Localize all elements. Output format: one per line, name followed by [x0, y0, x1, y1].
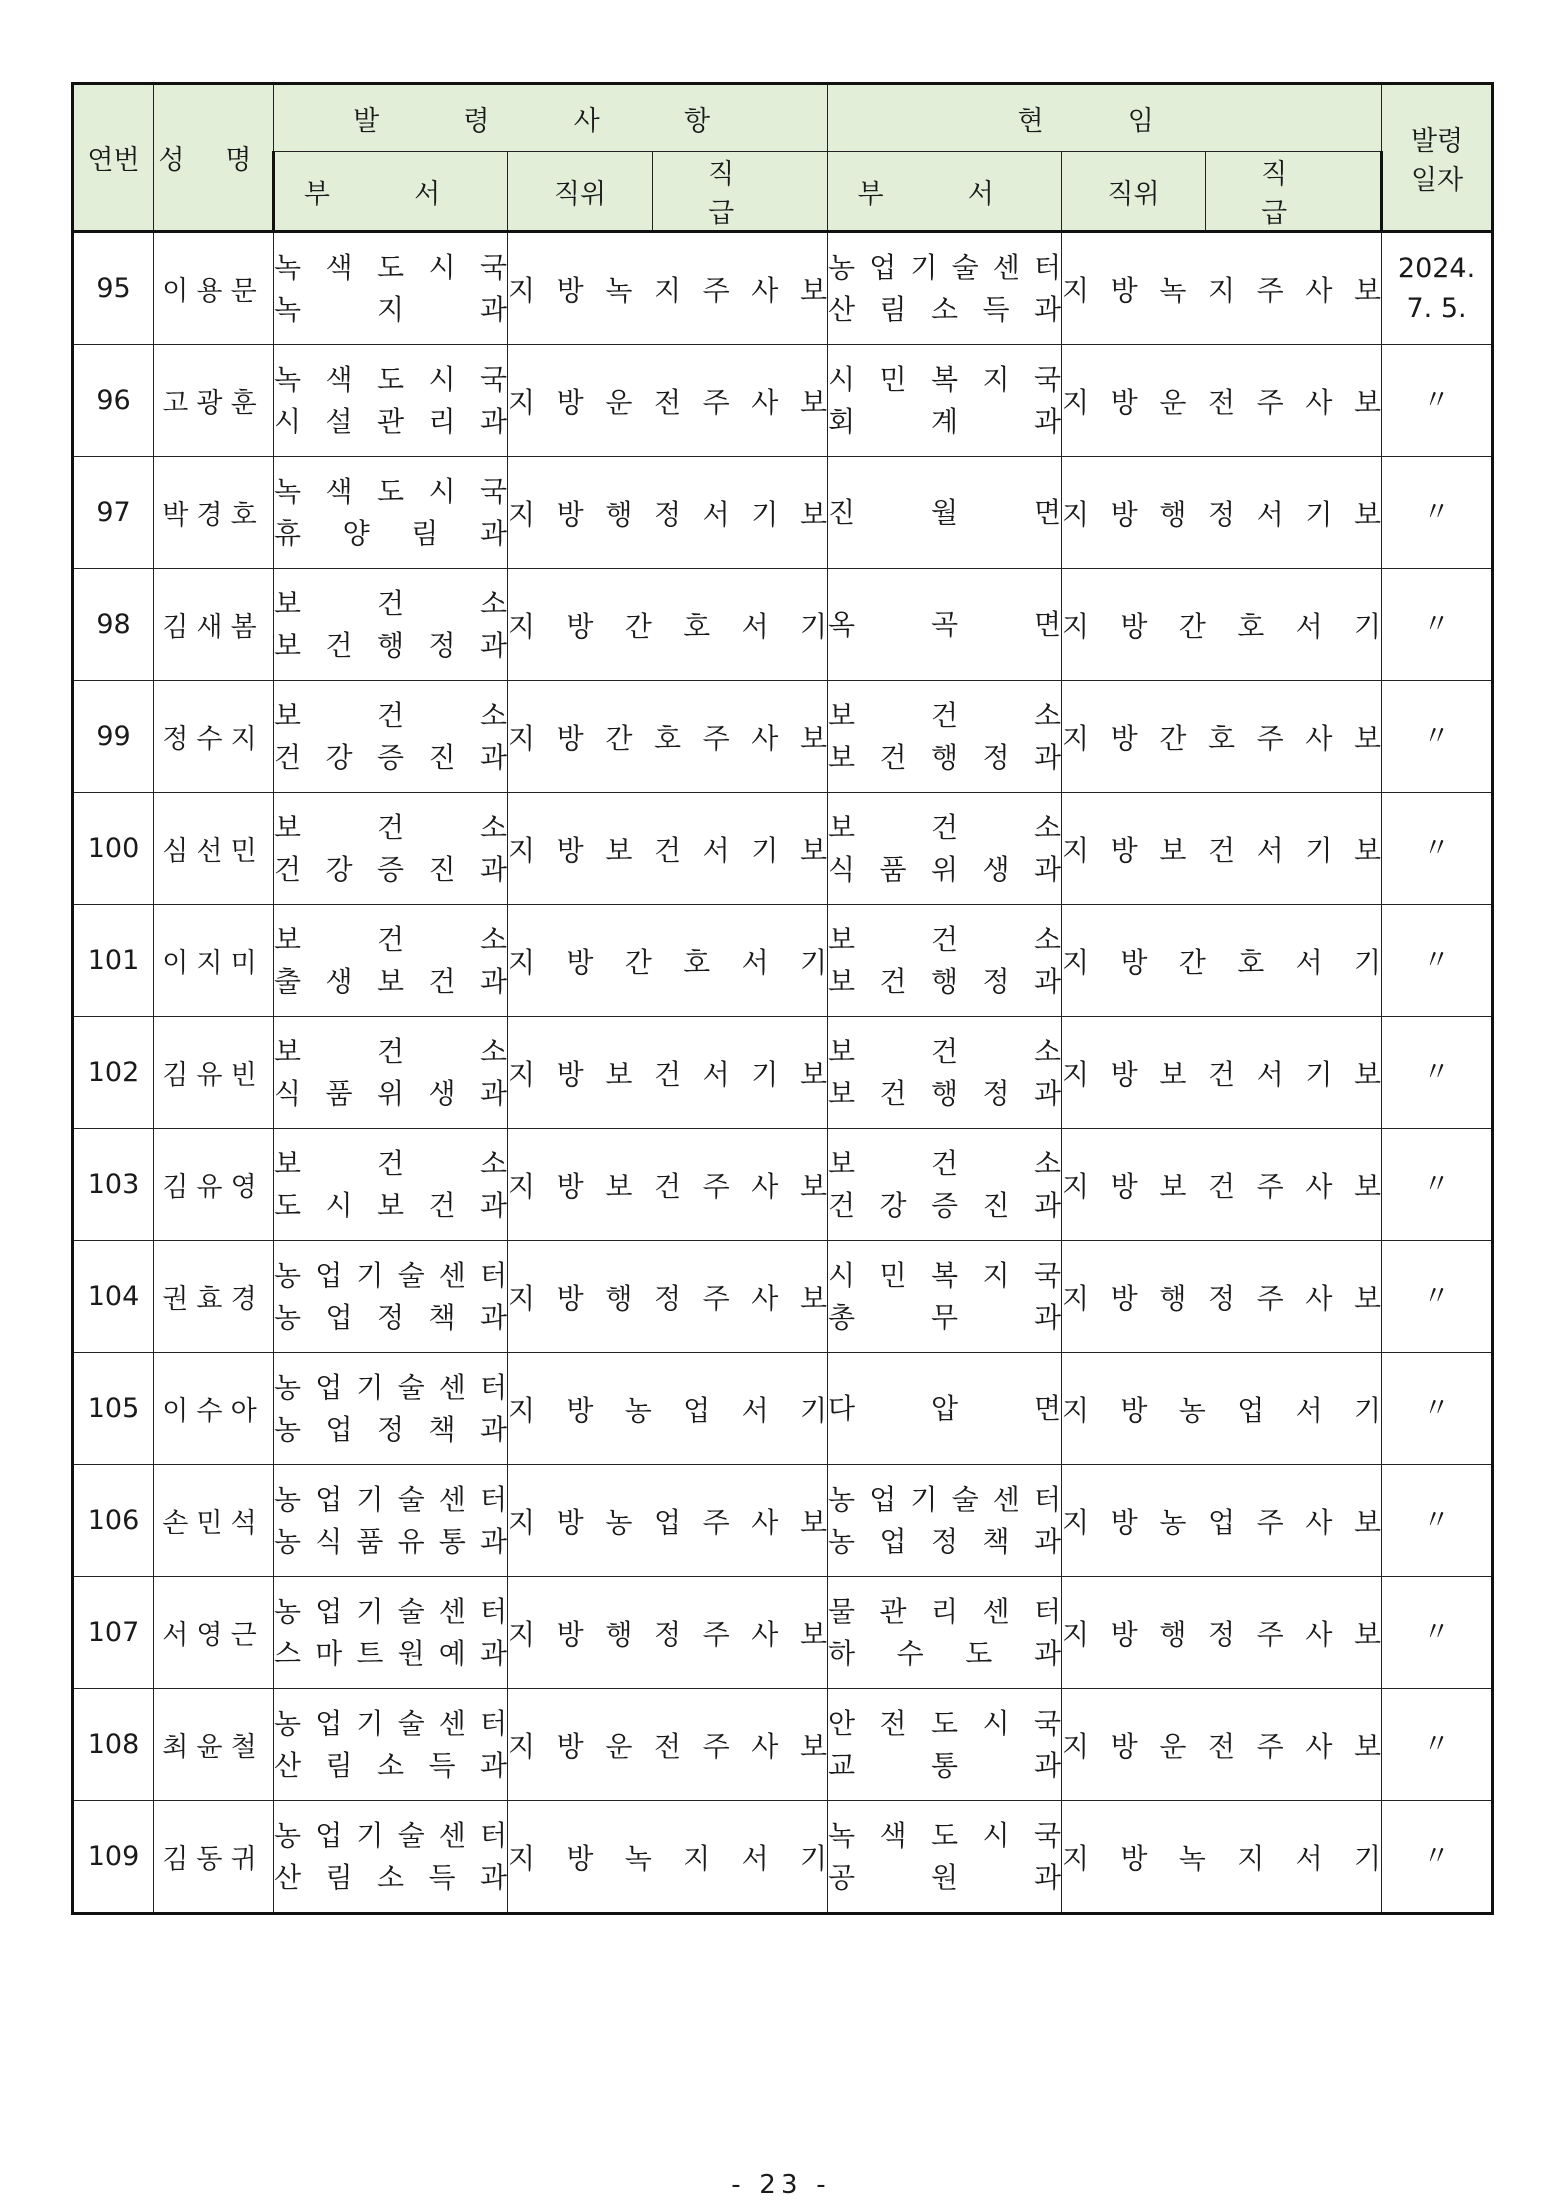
- cur-grade-cell: [1062, 1129, 1382, 1241]
- new-grade-cell: [508, 1241, 828, 1353]
- cur-dept-cell: [828, 569, 1062, 681]
- table-row: [73, 793, 1493, 905]
- new-dept-cell-line: 농 업 기 술 센 터: [274, 1258, 507, 1292]
- date-line: 2024.: [1397, 252, 1476, 284]
- new-grade-cell-text: 지 방 행 정 서 기 보: [508, 497, 828, 531]
- date-cell: [1382, 681, 1493, 793]
- cur-grade-cell: [1062, 681, 1382, 793]
- new-dept-cell: [274, 1241, 508, 1353]
- new-grade-cell: [508, 1801, 828, 1914]
- new-dept-cell-line: 농 업 기 술 센 터: [274, 1370, 507, 1404]
- date-cell: [1382, 793, 1493, 905]
- new-dept-cell-line: 녹 색 도 시 국: [274, 362, 507, 396]
- cur-dept-cell-line: 녹 색 도 시 국: [828, 1818, 1062, 1852]
- new-dept-cell-line: 보 건 소: [274, 1146, 507, 1180]
- cur-grade-cell-text: 지 방 운 전 주 사 보: [1062, 1729, 1382, 1763]
- new-dept-cell-line: 농 식 품 유 통 과: [274, 1524, 507, 1558]
- date-line: 〃: [1423, 1168, 1451, 1200]
- date-line: 〃: [1423, 1504, 1451, 1536]
- cur-grade-cell: [1062, 457, 1382, 569]
- header-cur-dept: 부 서: [828, 152, 1062, 232]
- new-grade-cell: [508, 232, 828, 345]
- cur-grade-cell-text: 지 방 행 정 주 사 보: [1062, 1617, 1382, 1651]
- new-grade-cell: [508, 569, 828, 681]
- new-dept-cell-line: 건 강 증 진 과: [274, 740, 507, 774]
- new-grade-cell: [508, 1689, 828, 1801]
- header-row-sub: [73, 152, 1493, 232]
- table-row: [73, 1689, 1493, 1801]
- seq-cell: 98: [73, 569, 154, 681]
- header-seq: 연번: [73, 84, 154, 232]
- new-grade-cell: [508, 457, 828, 569]
- new-dept-cell-line: 농 업 기 술 센 터: [274, 1594, 507, 1628]
- new-grade-cell-text: 지 방 녹 지 주 사 보: [508, 273, 828, 307]
- seq-cell: 97: [73, 457, 154, 569]
- seq-cell: 105: [73, 1353, 154, 1465]
- new-dept-cell-line: 건 강 증 진 과: [274, 852, 507, 886]
- cur-grade-cell-text: 지 방 운 전 주 사 보: [1062, 385, 1382, 419]
- cur-grade-cell-text: 지 방 녹 지 주 사 보: [1062, 273, 1382, 307]
- header-new-dept: 부 서: [274, 152, 508, 232]
- cur-dept-cell: [828, 1577, 1062, 1689]
- new-grade-cell-text: 지 방 보 건 서 기 보: [508, 833, 828, 867]
- new-dept-cell-line: 보 건 소: [274, 922, 507, 956]
- new-dept-cell: [274, 793, 508, 905]
- cur-grade-cell-text: 지 방 보 건 주 사 보: [1062, 1169, 1382, 1203]
- date-line: 〃: [1423, 608, 1451, 640]
- cur-dept-cell-line: 총 무 과: [828, 1300, 1062, 1334]
- name-cell: 고광훈: [154, 345, 274, 457]
- table-row: [73, 681, 1493, 793]
- name-cell: 심선민: [154, 793, 274, 905]
- table-row: [73, 1241, 1493, 1353]
- new-dept-cell-line: 식 품 위 생 과: [274, 1076, 507, 1110]
- name-cell: 정수지: [154, 681, 274, 793]
- table-row: [73, 1353, 1493, 1465]
- date-line: 〃: [1423, 944, 1451, 976]
- new-dept-cell-line: 산 림 소 득 과: [274, 1860, 507, 1894]
- cur-dept-cell-line: 건 강 증 진 과: [828, 1188, 1062, 1222]
- new-dept-cell: [274, 1801, 508, 1914]
- cur-grade-cell-text: 지 방 간 호 서 기: [1062, 609, 1382, 643]
- cur-dept-cell-line: 안 전 도 시 국: [828, 1706, 1062, 1740]
- name-cell: 손민석: [154, 1465, 274, 1577]
- new-grade-cell: [508, 1017, 828, 1129]
- cur-dept-cell-line: 농 업 기 술 센 터: [828, 1482, 1062, 1516]
- seq-cell: 102: [73, 1017, 154, 1129]
- cur-grade-cell: [1062, 232, 1382, 345]
- header-name: 성 명: [154, 84, 274, 232]
- date-line: 〃: [1423, 384, 1451, 416]
- table-row: [73, 569, 1493, 681]
- cur-dept-cell-line: 보 건 행 정 과: [828, 740, 1062, 774]
- new-grade-cell-text: 지 방 농 업 주 사 보: [508, 1505, 828, 1539]
- cur-grade-cell: [1062, 1241, 1382, 1353]
- cur-dept-cell: [828, 681, 1062, 793]
- cur-grade-cell: [1062, 1353, 1382, 1465]
- date-line: 〃: [1423, 1840, 1451, 1872]
- cur-grade-cell-text: 지 방 농 업 주 사 보: [1062, 1505, 1382, 1539]
- new-grade-cell: [508, 793, 828, 905]
- date-cell: [1382, 1577, 1493, 1689]
- cur-dept-cell-line: 물 관 리 센 터: [828, 1594, 1062, 1628]
- date-cell: [1382, 905, 1493, 1017]
- date-line: 7. 5.: [1406, 292, 1467, 324]
- seq-cell: 95: [73, 232, 154, 345]
- new-dept-cell: [274, 1465, 508, 1577]
- cur-dept-cell-line: 보 건 소: [828, 922, 1062, 956]
- table-body: [73, 232, 1493, 1914]
- cur-dept-cell: [828, 1801, 1062, 1914]
- new-grade-cell-text: 지 방 간 호 주 사 보: [508, 721, 828, 755]
- cur-dept-cell: [828, 1129, 1062, 1241]
- date-cell: [1382, 1465, 1493, 1577]
- new-dept-cell: [274, 905, 508, 1017]
- new-grade-cell-text: 지 방 농 업 서 기: [508, 1393, 828, 1427]
- name-cell: 서영근: [154, 1577, 274, 1689]
- new-dept-cell: [274, 232, 508, 345]
- new-dept-cell: [274, 1577, 508, 1689]
- table-row: [73, 1465, 1493, 1577]
- cur-dept-cell-line: 보 건 소: [828, 1146, 1062, 1180]
- name-cell: 권효경: [154, 1241, 274, 1353]
- new-dept-cell-line: 보 건 소: [274, 1034, 507, 1068]
- new-dept-cell-line: 농 업 정 책 과: [274, 1300, 507, 1334]
- date-cell: [1382, 1801, 1493, 1914]
- date-cell: [1382, 1241, 1493, 1353]
- name-cell: 이지미: [154, 905, 274, 1017]
- cur-dept-cell: [828, 457, 1062, 569]
- table-row: [73, 1801, 1493, 1914]
- cur-grade-cell: [1062, 1689, 1382, 1801]
- header-date: [1382, 84, 1493, 232]
- cur-dept-cell-line: 하 수 도 과: [828, 1636, 1062, 1670]
- new-grade-cell: [508, 1465, 828, 1577]
- cur-dept-cell: [828, 1465, 1062, 1577]
- new-dept-cell-line: 시 설 관 리 과: [274, 404, 507, 438]
- name-cell: 김새봄: [154, 569, 274, 681]
- cur-dept-cell-line: 농 업 정 책 과: [828, 1524, 1062, 1558]
- date-cell: [1382, 345, 1493, 457]
- cur-dept-cell-line: 보 건 소: [828, 810, 1062, 844]
- new-grade-cell-text: 지 방 행 정 주 사 보: [508, 1617, 828, 1651]
- new-dept-cell: [274, 1017, 508, 1129]
- date-line: 〃: [1423, 1280, 1451, 1312]
- date-cell: [1382, 1353, 1493, 1465]
- new-grade-cell: [508, 1129, 828, 1241]
- cur-grade-cell-text: 지 방 녹 지 서 기: [1062, 1841, 1382, 1875]
- seq-cell: 107: [73, 1577, 154, 1689]
- date-line: 〃: [1423, 1616, 1451, 1648]
- new-dept-cell-line: 농 업 기 술 센 터: [274, 1482, 507, 1516]
- cur-grade-cell: [1062, 345, 1382, 457]
- cur-grade-cell: [1062, 905, 1382, 1017]
- date-cell: [1382, 457, 1493, 569]
- cur-grade-cell: [1062, 569, 1382, 681]
- date-cell: [1382, 1689, 1493, 1801]
- table-row: [73, 1017, 1493, 1129]
- name-cell: 김유빈: [154, 1017, 274, 1129]
- cur-dept-cell-line: 다 압 면: [828, 1391, 1062, 1425]
- table-row: [73, 1577, 1493, 1689]
- cur-dept-cell: [828, 1017, 1062, 1129]
- cur-dept-cell: [828, 232, 1062, 345]
- new-dept-cell-line: 녹 색 도 시 국: [274, 474, 507, 508]
- date-line: 〃: [1423, 1056, 1451, 1088]
- new-dept-cell: [274, 681, 508, 793]
- new-dept-cell-line: 도 시 보 건 과: [274, 1188, 507, 1222]
- table-row: [73, 905, 1493, 1017]
- new-dept-cell: [274, 1129, 508, 1241]
- seq-cell: 96: [73, 345, 154, 457]
- cur-grade-cell: [1062, 1577, 1382, 1689]
- cur-dept-cell: [828, 1689, 1062, 1801]
- cur-dept-cell-line: 공 원 과: [828, 1860, 1062, 1894]
- seq-cell: 109: [73, 1801, 154, 1914]
- name-cell: 김동귀: [154, 1801, 274, 1914]
- date-cell: [1382, 1017, 1493, 1129]
- new-grade-cell: [508, 681, 828, 793]
- header-date-line-1: 발령: [1410, 125, 1464, 157]
- new-dept-cell-line: 산 림 소 득 과: [274, 1748, 507, 1782]
- new-dept-cell-line: 녹 지 과: [274, 292, 507, 326]
- new-dept-cell-line: 스 마 트 원 예 과: [274, 1636, 507, 1670]
- new-grade-cell: [508, 1353, 828, 1465]
- new-dept-cell-line: 보 건 소: [274, 810, 507, 844]
- new-grade-cell-text: 지 방 운 전 주 사 보: [508, 385, 828, 419]
- seq-cell: 99: [73, 681, 154, 793]
- header-current: 현 임: [828, 84, 1382, 152]
- table-row: [73, 345, 1493, 457]
- new-dept-cell-line: 농 업 기 술 센 터: [274, 1706, 507, 1740]
- cur-dept-cell: [828, 345, 1062, 457]
- seq-cell: 103: [73, 1129, 154, 1241]
- seq-cell: 100: [73, 793, 154, 905]
- date-cell: [1382, 232, 1493, 345]
- cur-dept-cell: [828, 793, 1062, 905]
- new-dept-cell-line: 보 건 소: [274, 698, 507, 732]
- header-cur-position: 직위: [1062, 152, 1206, 232]
- new-dept-cell-line: 녹 색 도 시 국: [274, 250, 507, 284]
- name-cell: 박경호: [154, 457, 274, 569]
- new-grade-cell-text: 지 방 행 정 주 사 보: [508, 1281, 828, 1315]
- cur-grade-cell: [1062, 1801, 1382, 1914]
- new-dept-cell: [274, 569, 508, 681]
- seq-cell: 101: [73, 905, 154, 1017]
- new-grade-cell: [508, 1577, 828, 1689]
- cur-dept-cell-line: 보 건 행 정 과: [828, 1076, 1062, 1110]
- cur-dept-cell: [828, 905, 1062, 1017]
- date-cell: [1382, 1129, 1493, 1241]
- cur-grade-cell-text: 지 방 행 정 주 사 보: [1062, 1281, 1382, 1315]
- cur-dept-cell-line: 보 건 소: [828, 1034, 1062, 1068]
- cur-dept-cell-line: 식 품 위 생 과: [828, 852, 1062, 886]
- cur-dept-cell-line: 옥 곡 면: [828, 607, 1062, 641]
- table-row: [73, 457, 1493, 569]
- name-cell: 최윤철: [154, 1689, 274, 1801]
- new-dept-cell-line: 농 업 정 책 과: [274, 1412, 507, 1446]
- date-line: 〃: [1423, 720, 1451, 752]
- new-grade-cell-text: 지 방 보 건 서 기 보: [508, 1057, 828, 1091]
- cur-dept-cell: [828, 1241, 1062, 1353]
- new-dept-cell: [274, 345, 508, 457]
- table-row: [73, 232, 1493, 345]
- cur-grade-cell-text: 지 방 간 호 서 기: [1062, 945, 1382, 979]
- new-dept-cell-line: 보 건 행 정 과: [274, 628, 507, 662]
- cur-dept-cell-line: 회 계 과: [828, 404, 1062, 438]
- seq-cell: 106: [73, 1465, 154, 1577]
- date-line: 〃: [1423, 496, 1451, 528]
- cur-grade-cell: [1062, 1017, 1382, 1129]
- cur-dept-cell-line: 보 건 행 정 과: [828, 964, 1062, 998]
- personnel-appointment-table: [71, 82, 1494, 1915]
- seq-cell: 108: [73, 1689, 154, 1801]
- cur-grade-cell-text: 지 방 간 호 주 사 보: [1062, 721, 1382, 755]
- new-dept-cell: [274, 457, 508, 569]
- cur-dept-cell-line: 시 민 복 지 국: [828, 362, 1062, 396]
- new-dept-cell-line: 농 업 기 술 센 터: [274, 1818, 507, 1852]
- page-number: - 23 -: [731, 2170, 831, 2200]
- cur-dept-cell-line: 시 민 복 지 국: [828, 1258, 1062, 1292]
- date-line: 〃: [1423, 832, 1451, 864]
- cur-grade-cell: [1062, 793, 1382, 905]
- new-dept-cell-line: 출 생 보 건 과: [274, 964, 507, 998]
- cur-grade-cell-text: 지 방 보 건 서 기 보: [1062, 833, 1382, 867]
- date-line: 〃: [1423, 1392, 1451, 1424]
- seq-cell: 104: [73, 1241, 154, 1353]
- new-dept-cell-line: 휴 양 림 과: [274, 516, 507, 550]
- header-cur-grade: 직 급: [1206, 152, 1382, 232]
- date-cell: [1382, 569, 1493, 681]
- new-grade-cell-text: 지 방 간 호 서 기: [508, 945, 828, 979]
- header-row-main: [73, 84, 1493, 152]
- new-grade-cell: [508, 345, 828, 457]
- cur-dept-cell-line: 산 림 소 득 과: [828, 292, 1062, 326]
- header-new-grade: 직 급: [653, 152, 828, 232]
- new-grade-cell-text: 지 방 운 전 주 사 보: [508, 1729, 828, 1763]
- cur-grade-cell-text: 지 방 행 정 서 기 보: [1062, 497, 1382, 531]
- date-line: 〃: [1423, 1728, 1451, 1760]
- cur-grade-cell-text: 지 방 보 건 서 기 보: [1062, 1057, 1382, 1091]
- cur-dept-cell-line: 보 건 소: [828, 698, 1062, 732]
- new-grade-cell-text: 지 방 보 건 주 사 보: [508, 1169, 828, 1203]
- new-grade-cell: [508, 905, 828, 1017]
- new-dept-cell: [274, 1689, 508, 1801]
- header-new-position: 직위: [508, 152, 653, 232]
- new-grade-cell-text: 지 방 간 호 서 기: [508, 609, 828, 643]
- cur-grade-cell-text: 지 방 농 업 서 기: [1062, 1393, 1382, 1427]
- name-cell: 김유영: [154, 1129, 274, 1241]
- header-date-line-2: 일자: [1410, 164, 1464, 196]
- cur-dept-cell-line: 농 업 기 술 센 터: [828, 250, 1062, 284]
- cur-dept-cell-line: 진 월 면: [828, 495, 1062, 529]
- cur-dept-cell: [828, 1353, 1062, 1465]
- header-appointment: 발 령 사 항: [274, 84, 828, 152]
- new-dept-cell: [274, 1353, 508, 1465]
- name-cell: 이용문: [154, 232, 274, 345]
- new-dept-cell-line: 보 건 소: [274, 586, 507, 620]
- cur-dept-cell-line: 교 통 과: [828, 1748, 1062, 1782]
- new-grade-cell-text: 지 방 녹 지 서 기: [508, 1841, 828, 1875]
- cur-grade-cell: [1062, 1465, 1382, 1577]
- table-row: [73, 1129, 1493, 1241]
- name-cell: 이수아: [154, 1353, 274, 1465]
